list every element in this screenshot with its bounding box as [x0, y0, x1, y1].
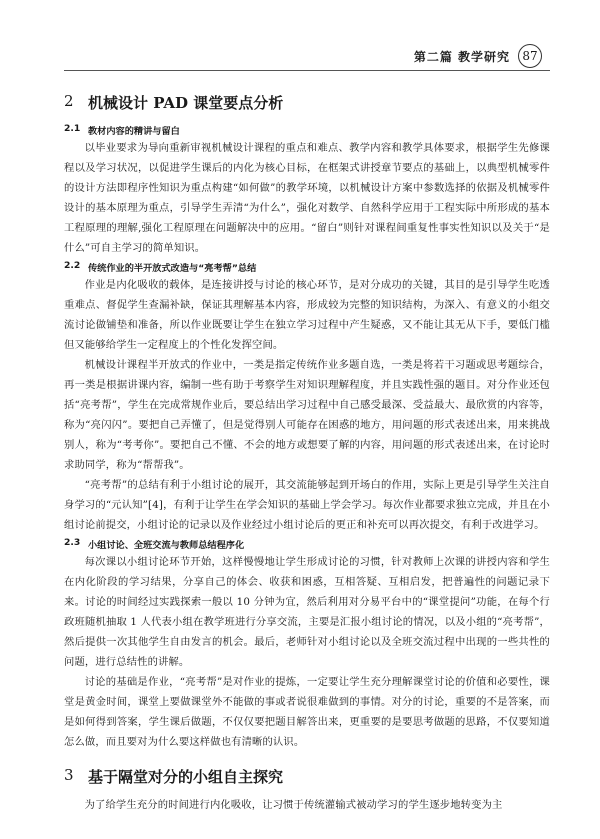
subsection-number: 2.2	[64, 260, 81, 271]
paragraph: 每次课以小组讨论环节开始，这样慢慢地让学生形成讨论的习惯，针对教师上次课的讲授内容和学生在内化阶段的学习结果，分享自己的体会、收获和困惑，互相答疑、互相启发，把普遍性的问题记录下来。讨论的时间经过实践探索一般以 10 分钟为宜，然后利用对分易平台中的“课堂提问”功能，在每个行政班随机抽取 1 人代表小组在教学班进行分享交流，主要是汇报小组讨论的情况，以及小组的“亮考帮”，然后提供一次其他学生自由发言的机会。最后，老师针对小组讨论以及全班交流过程中出现的一些共性的问题，进行总结性的讲解。	[64, 556, 550, 668]
section-title: 机械设计 PAD 课堂要点分析	[88, 94, 284, 112]
section-title: 基于隔堂对分的小组自主探究	[88, 768, 284, 786]
subsection-title: 小组讨论、全班交流与教师总结程序化	[88, 540, 245, 551]
subsection-title: 教材内容的精讲与留白	[88, 126, 180, 137]
page-body	[64, 92, 550, 815]
paragraph: 以毕业要求为导向重新审视机械设计课程的重点和难点、教学内容和教学具体要求，根据学生先修课程以及学习状况，以促进学生课后的内化为核心目标，在框架式讲授章节要点的基础上，以典型机械零件的设计方法即程序性知识为重点构建“如何做”的教学环境，以机械设计方案中参数选择的依据及机械零件设计的基本原理为重点，引导学生弄清“为什么”，强化对数学、自然科学应用于工程实际中所形成的基本工程原理的理解,强化工程原理在问题解决中的应用。“留白”则针对课程间重复性事实性知识以及关于“是什么”可自主学习的简单知识。	[64, 142, 550, 254]
subsection-heading-2-1	[64, 123, 550, 137]
section-number: 3	[64, 766, 74, 784]
page-header	[414, 44, 542, 68]
page-number: 87	[518, 44, 542, 68]
section-heading-3	[64, 766, 550, 787]
subsection-heading-2-2	[64, 260, 550, 274]
subsection-number: 2.3	[64, 537, 81, 548]
subsection-heading-2-3	[64, 537, 550, 551]
header-rule	[64, 70, 550, 71]
paragraph: 讨论的基础是作业，“亮考帮”是对作业的提炼，一定要让学生充分理解课堂讨论的价值和必要性，课堂是黄金时间，课堂上要做课堂外不能做的事或者说很难做到的事情。对分的讨论，重要的不是答案，而是如何得到答案，学生课后做题，不仅仅要把题目解答出来，更重要的是要思考做题的思路，不仅要知道怎么做，而且要对为什么要这样做也有清晰的认识。	[64, 676, 550, 748]
running-title: 第二篇 教学研究	[413, 49, 510, 64]
section-number: 2	[64, 92, 74, 110]
subsection-number: 2.1	[64, 123, 81, 134]
paragraph: 作业是内化吸收的载体，是连接讲授与讨论的核心环节，是对分成功的关键，其目的是引导学生吃透重难点、督促学生查漏补缺，保证其理解基本内容，形成较为完整的知识结构，为深入、有意义的小组交流讨论做铺垫和准备，所以作业既要让学生在独立学习过程中产生疑惑，又不能让其无从下手，要低门槛但又能够给学生一定程度上的个性化发挥空间。	[64, 279, 550, 351]
section-heading-2	[64, 92, 550, 113]
subsection-title: 传统作业的半开放式改造与“亮考帮”总结	[88, 263, 257, 274]
paragraph: 机械设计课程半开放式的作业中，一类是指定传统作业多题自选，一类是将若干习题或思考题综合，再一类是根据讲课内容，编制一些有助于考察学生对知识理解程度，并且实践性强的题目。对分作业还包括“亮考帮”，学生在完成常规作业后，要总结出学习过程中自己感受最深、受益最大、最欣赏的内容等，称为“亮闪闪”。要把自己弄懂了，但是觉得别人可能存在困惑的地方，用问题的形式表述出来，用来挑战别人，称为“考考你”。要把自己不懂、不会的地方或想要了解的内容，用问题的形式表述出来，在讨论时求助同学，称为“帮帮我”。	[64, 359, 550, 471]
paragraph: “亮考帮”的总结有利于小组讨论的展开，其交流能够起到开场白的作用，实际上更是引导学生关注自身学习的“元认知”[4]，有利于让学生在学会知识的基础上学会学习。每次作业都要求独立完成，并且在小组讨论前提交，小组讨论的记录以及作业经过小组讨论后的更正和补充可以再次提交，有利于改进学习。	[64, 479, 550, 531]
paragraph: 为了给学生充分的时间进行内化吸收，让习惯于传统灌输式被动学习的学生逐步地转变为主	[84, 799, 503, 811]
